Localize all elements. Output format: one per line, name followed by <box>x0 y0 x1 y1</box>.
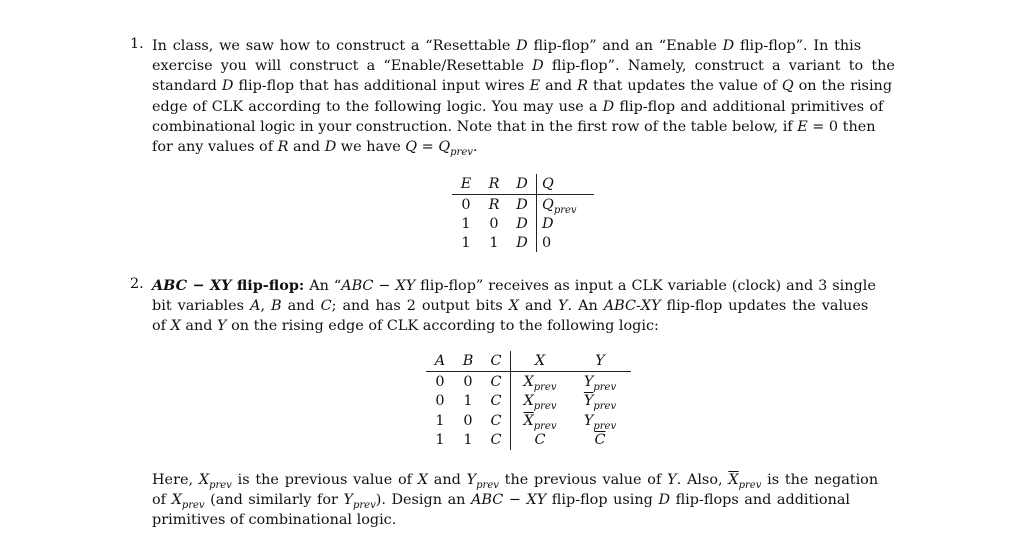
table2-cell: $Y_{prev}$ <box>583 373 617 393</box>
problem-1-line: combinational logic in your construction. Note that in the first row of the table below, if E = 0 then <box>152 118 876 135</box>
problem-1-line: exercise you will construct a “Enable/Resettable D flip-flop”. Namely, construct a variant to the <box>152 58 895 75</box>
table2-cell: 0 <box>435 373 445 390</box>
table-row <box>426 431 631 451</box>
table2-cell: $\overline{Y}_{prev}$ <box>583 393 617 413</box>
table-row <box>426 372 631 392</box>
table2-cell: 1 <box>435 412 445 429</box>
table1-header: Q <box>537 174 595 195</box>
problem-2-title: ABC − XY flip-flop: <box>152 277 305 294</box>
problem-2-line: of X and Y on the rising edge of CLK according to the following logic: <box>152 318 659 335</box>
problem-1-text <box>152 36 895 157</box>
table2-cell: 0 <box>463 412 473 429</box>
table-row <box>426 392 631 412</box>
table2-header: Y <box>569 351 631 372</box>
problem-1-line: standard D flip-flop that has additional input wires E and R that updates the value of Q on the rising <box>152 78 893 95</box>
table2-cell: 0 <box>463 373 473 390</box>
problem-1-number: 1. <box>130 36 144 52</box>
table1-header: R <box>480 174 508 195</box>
table2-header: X <box>511 351 570 372</box>
footer-line: Here, $X_{prev}$ is the previous value of X and $Y_{prev}$ the previous value of Y. Also, $\overline{X}_{prev}$ is the negation <box>152 472 879 491</box>
table1-cell: 1 <box>461 234 471 251</box>
table1-cell: 0 <box>489 215 499 232</box>
table1-cell: 0 <box>537 233 595 252</box>
problem-2 <box>130 276 895 337</box>
problem-2-footer <box>130 470 895 531</box>
table2-cell: $\overline{C}$ <box>594 432 606 449</box>
table1-cell: 1 <box>461 215 471 232</box>
problem-1 <box>130 36 895 157</box>
table2-cell: $Y_{prev}$ <box>583 412 617 432</box>
table2-cell: $X_{prev}$ <box>511 372 570 392</box>
footer-line: primitives of combinational logic. <box>152 512 397 529</box>
table2-cell: C <box>511 431 570 451</box>
table2-header: C <box>482 351 511 372</box>
problem-1-line: edge of CLK according to the following logic. You may use a D flip-flop and additional primitives of <box>152 98 884 115</box>
table-row <box>426 411 631 431</box>
table1-header: D <box>508 174 537 195</box>
problem-2-footer-text <box>152 470 895 531</box>
table2-cell: C <box>490 412 502 429</box>
problem-1-line: In class, we saw how to construct a “Resettable D flip-flop” and an “Enable D flip-flop”. In this <box>152 38 862 54</box>
table2-cell: $X_{prev}$ <box>511 392 570 412</box>
table2-header: B <box>454 351 482 372</box>
table2-cell: C <box>490 373 502 390</box>
truth-table-1 <box>452 174 594 252</box>
problem-2-text <box>152 276 895 337</box>
table1-header: E <box>452 174 480 195</box>
table1-cell: $Q_{prev}$ <box>537 195 595 215</box>
table1-cell: D <box>537 214 595 233</box>
table2-cell: 1 <box>463 432 473 449</box>
problem-2-line: ABC − XY flip-flop: An “ABC − XY flip-flop” receives as input a CLK variable (clock) and 3 single <box>152 277 876 294</box>
problem-2-line: bit variables A, B and C; and has 2 output bits X and Y. An ABC-XY flip-flop updates the values <box>152 298 869 315</box>
problem-1-line: for any values of R and D we have $Q = Q_{prev}$. <box>152 139 478 158</box>
table1-cell: D <box>516 196 528 213</box>
table1-cell: 0 <box>461 196 471 213</box>
table-row <box>452 195 594 215</box>
table1-cell: 1 <box>489 234 499 251</box>
problem-2-number: 2. <box>130 276 144 292</box>
truth-table-2 <box>426 351 631 450</box>
table2-cell: C <box>490 393 502 410</box>
footer-line: of $X_{prev}$ (and similarly for $Y_{prev}$). Design an ABC − XY flip-flop using D flip-flops and additional <box>152 492 851 512</box>
table2-cell: 0 <box>435 393 445 410</box>
table1-cell: D <box>516 215 528 232</box>
table2-cell: C <box>490 432 502 449</box>
table-row <box>452 214 594 233</box>
table2-cell: 1 <box>435 432 445 449</box>
table-row <box>452 233 594 252</box>
table2-header: A <box>426 351 454 372</box>
table1-cell: D <box>516 234 528 251</box>
table2-cell: 1 <box>463 393 473 410</box>
table2-cell: $\overline{X}_{prev}$ <box>511 411 570 431</box>
table1-cell: R <box>488 196 500 213</box>
